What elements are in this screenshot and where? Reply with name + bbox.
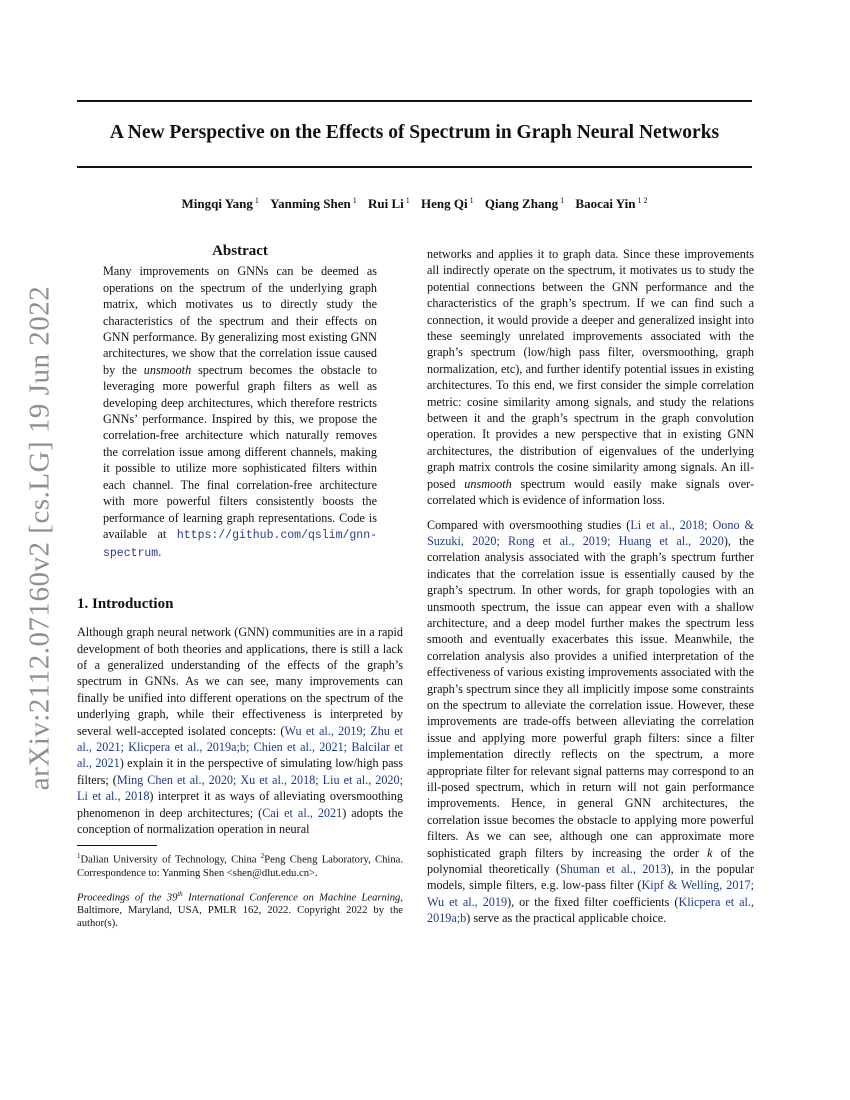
author: Rui Li $^1$ [367, 196, 410, 212]
code-repository-link[interactable]: https://github.com/qslim/gnn-spectrum [103, 528, 377, 561]
citation-link[interactable]: Ming Chen et al., 2020; Xu et al., 2018; Liu et al., 2020; Li et al., 2018 [77, 772, 403, 804]
citation-link[interactable]: Cai et al., 2021 [262, 805, 343, 820]
abstract-body: Many improvements on GNNs can be deemed as operations on the spectrum of the underlying graph matrix, which motivates us to directly study the characteristics of the spectrum and their effects on GNN performance. By generalizing most existing GNN architectures, we show that the correlation issue caused by the unsmooth spectrum becomes the obstacle to leveraging more powerful graph filters as well as developing deep architectures, which therefore restricts GNNs’ performance. Inspired by this, we propose the correlation-free architecture which naturally removes the correlation issue among different channels, making it possible to utilize more sophisticated filters within each channel. The final correlation-free architecture with more powerful filters consistently boosts the performance of learning graph representations. Code is available at https://github.com/qslim/gnn-spectrum. [103, 264, 377, 561]
affiliation-footnote: $^1$Dalian University of Technology, China $^2$Peng Cheng Laboratory, China. Correspondence to: Yanming Shen <shen@dlut.edu.cn>. [77, 852, 403, 879]
author: Mingqi Yang $^1$ [181, 196, 259, 212]
author: Baocai Yin $^{1 2}$ [575, 196, 648, 212]
citation-link[interactable]: Kipf & Welling, 2017; Wu et al., 2019 [427, 878, 754, 909]
author: Qiang Zhang $^1$ [484, 196, 565, 212]
title-rule-top [77, 100, 752, 102]
citation-link[interactable]: Klicpera et al., 2019a;b [427, 894, 755, 926]
left-column [77, 243, 403, 930]
arxiv-identifier-stamp: arXiv:2112.07160v2 [cs.LG] 19 Jun 2022 [23, 285, 56, 791]
author-list [77, 196, 752, 212]
author: Heng Qi $^1$ [420, 196, 474, 212]
citation-link[interactable]: Shuman et al., 2013 [559, 862, 667, 877]
footnote-divider [77, 845, 157, 846]
citation-link[interactable]: Wu et al., 2019; Zhu et al., 2021; Klicpera et al., 2019a;b; Chien et al., 2021; Balcilar et al., 2021 [77, 723, 403, 771]
title-rule-bottom [77, 166, 752, 168]
introduction-paragraph: Although graph neural network (GNN) communities are in a rapid development of both theories and applications, there is still a lack of a generalized understanding of the effects of the graph’s spectrum in GNNs. As we can see, many improvements can finally be unified into different operations on the spectrum of the underlying graph, while their effectiveness is interpreted by several well-accepted isolated concepts: (Wu et al., 2019; Zhu et al., 2021; Klicpera et al., 2019a;b; Chien et al., 2021; Balcilar et al., 2021) explain it in the perspective of simulating low/high pass filters; (Ming Chen et al., 2020; Xu et al., 2018; Liu et al., 2020; Li et al., 2018) interpret it as ways of alleviating oversmoothing phenomenon in deep architectures; (Cai et al., 2021) adopts the conception of normalization operation in neural [77, 625, 404, 836]
proceedings-footnote: Proceedings of the 39th International Conference on Machine Learning, Baltimore, Maryland, USA, PMLR 162, 2022. Copyright 2022 by the author(s). [77, 889, 403, 930]
introduction-paragraph: networks and applies it to graph data. Since these improvements all indirectly operate on the spectrum, it motivates us to study the potential connections between the GNN performance and the characteristics of the graph’s spectrum. If we can find such a connection, it would provide a deeper and generalized insight into these seemingly unrelated improvements associated with the graph’s spectrum (low/high pass filter, oversmoothing, graph normalization, etc), and further identify potential issues in existing architectures. To this end, we first consider the simple correlation metric: cosine similarity among signals, and study the relations between it and the graph’s spectrum in the graph convolution operation. It provides a new perspective that in existing GNN architectures, the distribution of eigenvalues of the underlying graph matrix controls the cosine similarity among signals. An ill-posed unsmooth spectrum would easily make signals over-correlated which is evidence of information loss. [427, 247, 754, 508]
abstract-heading: Abstract [212, 243, 268, 259]
introduction-paragraph: Compared with oversmoothing studies (Li et al., 2018; Oono & Suzuki, 2020; Rong et al., 2019; Huang et al., 2020), the correlation analysis associated with the graph’s spectrum further indicates that the correlation issue is essentially caused by the graph’s spectrum. In other words, for graph topologies with an unsmooth spectrum, the issue can appear even with a shallow architecture, and a deep model further makes the spectrum less smooth and eventually exacerbates this issue. Meanwhile, the correlation analysis also provides a unified interpretation of the effectiveness of various existing improvements associated with the graph’s spectrum since they all implicitly impose some constraints on the spectrum to alleviate the correlation issue. However, these improvements are trade-offs between alleviating the correlation issue and applying more powerful graph filters: since a filter implementation directly reflects on the spectrum, a more appropriate filter for relevant signal patterns may correspond to an ill-posed spectrum, which in return will not gain performance improvements. Hence, in general GNN architectures, the correlation issue becomes the obstacle to applying more powerful filters. As we can see, although one can approximate more sophisticated graph filters by increasing the order k of the polynomial theoretically (Shuman et al., 2013), in the popular models, simple filters, e.g. low-pass filter (Kipf & Welling, 2017; Wu et al., 2019), or the fixed filter coefficients (Klicpera et al., 2019a;b) serve as the practical applicable choice. [427, 517, 755, 926]
right-column [427, 246, 754, 927]
citation-link[interactable]: Li et al., 2018; Oono & Suzuki, 2020; Rong et al., 2019; Huang et al., 2020 [427, 517, 755, 548]
section-heading-introduction: 1. Introduction [77, 595, 174, 612]
paper-title: A New Perspective on the Effects of Spectrum in Graph Neural Networks [109, 122, 720, 143]
author: Yanming Shen $^1$ [270, 196, 357, 212]
